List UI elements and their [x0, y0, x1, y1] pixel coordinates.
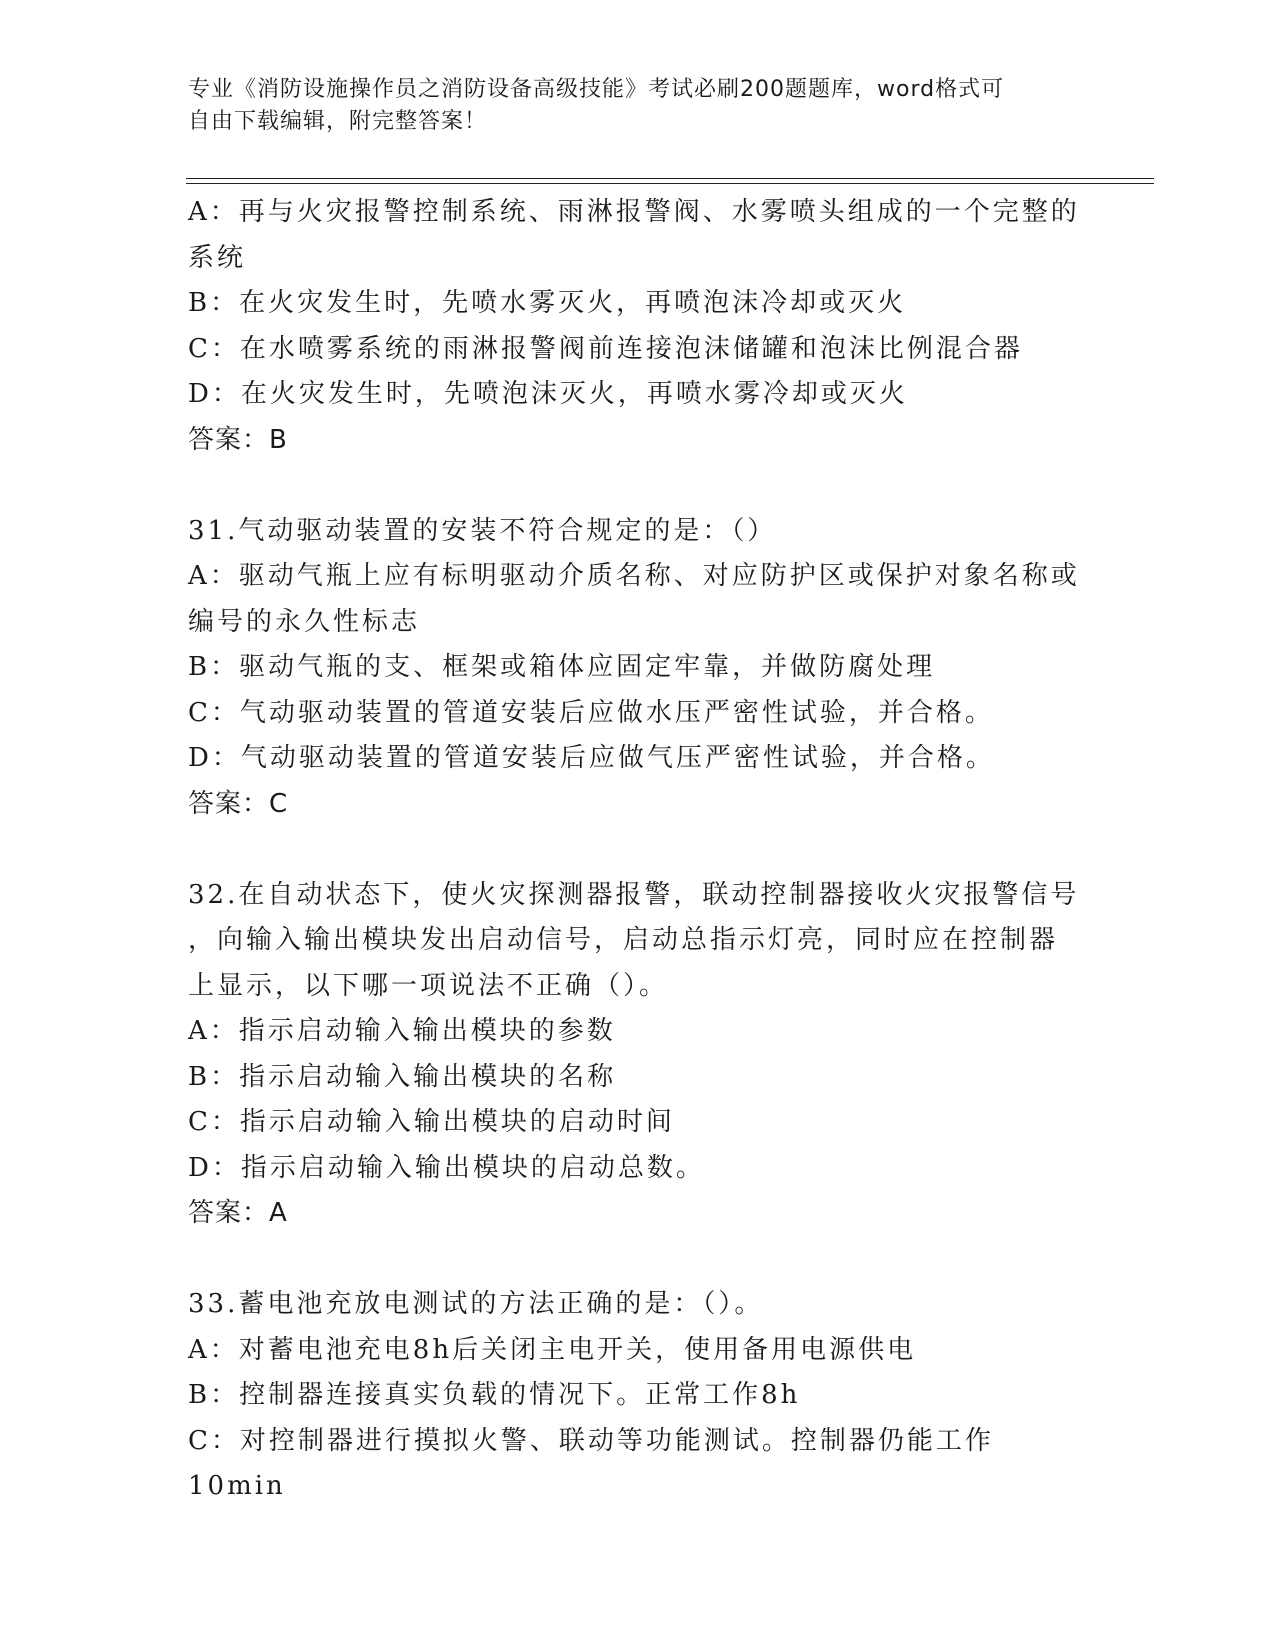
question-stem-line-1: 32.在自动状态下，使火灾探测器报警，联动控制器接收火灾报警信号: [188, 879, 1080, 910]
option-c: C：在水喷雾系统的雨淋报警阀前连接泡沫储罐和泡沫比例混合器: [188, 333, 1023, 364]
header-divider-top: [186, 178, 1154, 179]
option-a-line-1: A：再与火灾报警控制系统、雨淋报警阀、水雾喷头组成的一个完整的: [188, 197, 1080, 227]
question-31: [188, 509, 1088, 828]
question-stem: 33.蓄电池充放电测试的方法正确的是：（）。: [188, 1289, 764, 1319]
option-d: D：在火灾发生时，先喷泡沫灭火，再喷水雾冷却或灭火: [188, 379, 908, 409]
question-30-options: [188, 190, 1088, 463]
option-c: C：气动驱动装置的管道安装后应做水压严密性试验，并合格。: [188, 697, 994, 728]
option-b: B：控制器连接真实负载的情况下。正常工作8h: [188, 1380, 801, 1410]
answer: 答案：A: [188, 1198, 288, 1228]
question-32: [188, 873, 1088, 1237]
option-d: D：指示启动输入输出模块的启动总数。: [188, 1152, 705, 1183]
question-stem-line-2: ，向输入输出模块发出启动信号，启动总指示灯亮，同时应在控制器: [188, 925, 1059, 955]
question-33: [188, 1282, 1088, 1510]
header-line-1: 专业《消防设施操作员之消防设备高级技能》考试必刷200题题库，word格式可: [188, 77, 1005, 102]
spacer: [188, 463, 1088, 509]
question-content: [188, 190, 1088, 1510]
option-a-line-2: 编号的永久性标志: [188, 606, 421, 637]
option-c: C：指示启动输入输出模块的启动时间: [188, 1107, 675, 1137]
document-header: [188, 74, 1088, 138]
option-b: B：在火灾发生时，先喷水雾灭火，再喷泡沫冷却或灭火: [188, 288, 907, 318]
option-a-line-2: 系统: [188, 242, 247, 273]
option-a: A：指示启动输入输出模块的参数: [188, 1016, 616, 1046]
spacer: [188, 1237, 1088, 1283]
spacer: [188, 827, 1088, 873]
question-stem-line-3: 上显示，以下哪一项说法不正确（）。: [188, 970, 669, 1001]
option-b: B：驱动气瓶的支、框架或箱体应固定牢靠，并做防腐处理: [188, 652, 936, 682]
option-a-line-1: A：驱动气瓶上应有标明驱动介质名称、对应防护区或保护对象名称或: [188, 561, 1080, 591]
option-d: D：气动驱动装置的管道安装后应做气压严密性试验，并合格。: [188, 743, 995, 773]
answer: 答案：B: [188, 424, 288, 455]
header-line-2: 自由下载编辑，附完整答案！: [188, 109, 488, 134]
option-c: C：对控制器进行摸拟火警、联动等功能测试。控制器仍能工作10min: [188, 1425, 994, 1501]
option-b: B：指示启动输入输出模块的名称: [188, 1061, 617, 1092]
answer: 答案：C: [188, 788, 289, 819]
header-divider-bottom: [186, 183, 1154, 184]
question-stem: 31.气动驱动装置的安装不符合规定的是：（）: [188, 515, 777, 546]
option-a: A：对蓄电池充电8h后关闭主电开关，使用备用电源供电: [188, 1334, 917, 1365]
